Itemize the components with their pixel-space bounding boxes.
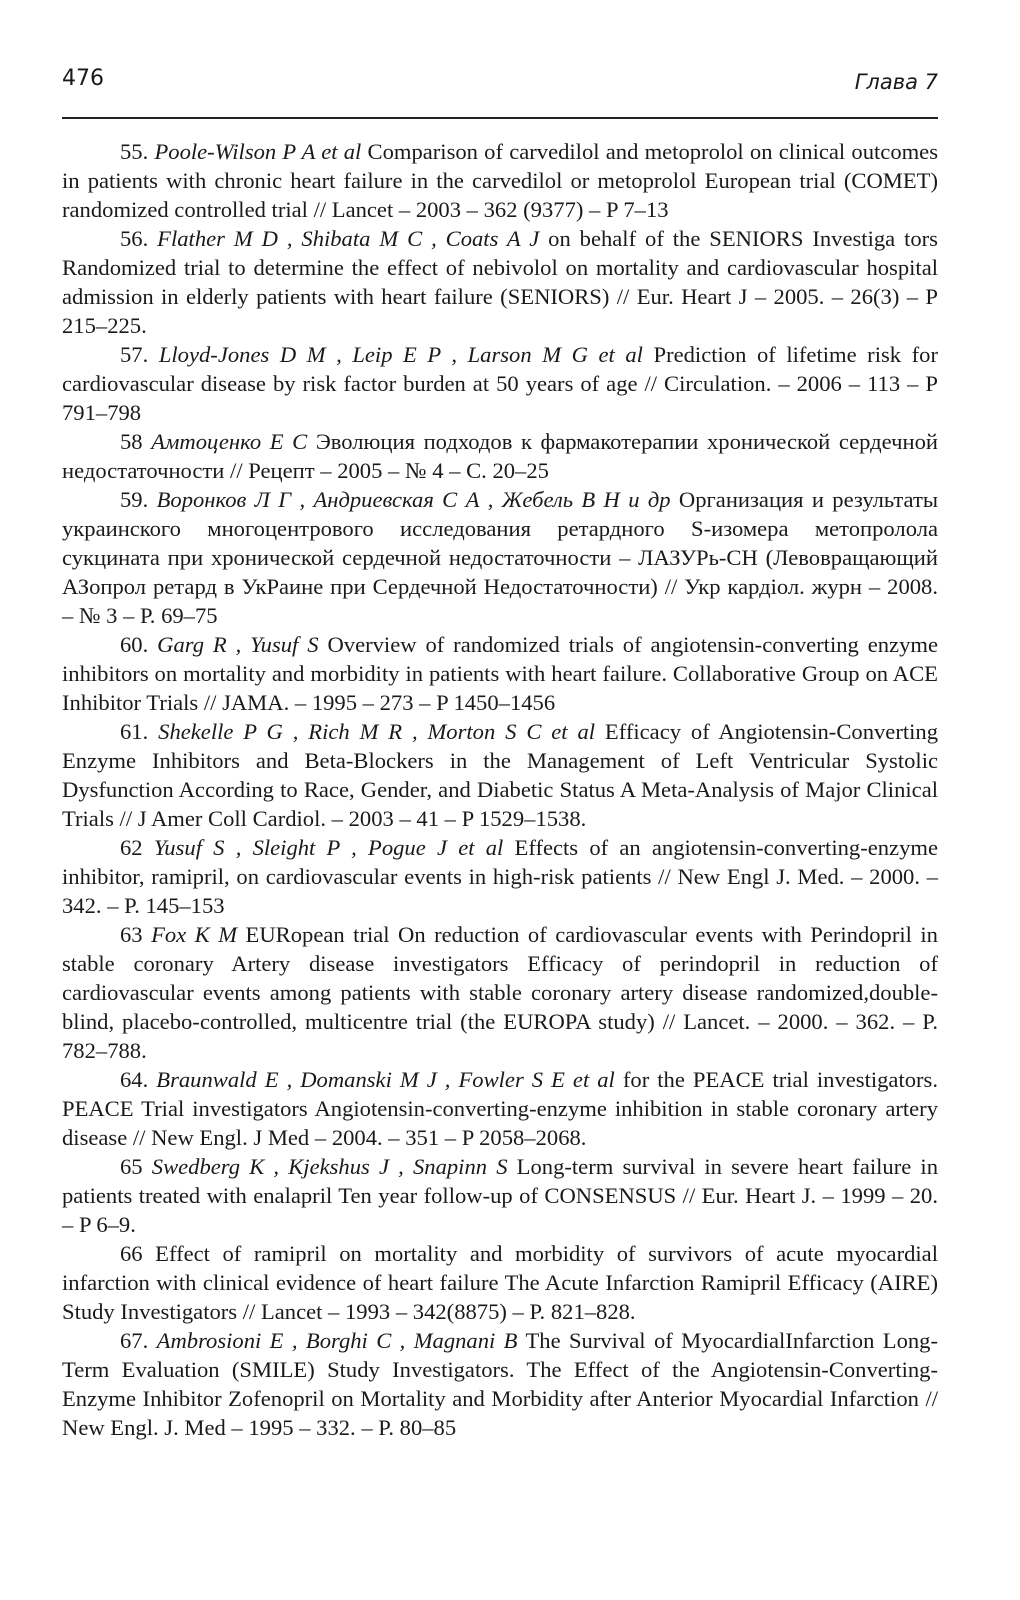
reference-number: 55. [120, 139, 149, 164]
header-rule [62, 117, 938, 119]
reference-number: 60. [120, 632, 149, 657]
reference-authors: Воронков Л Г , Андриевская С А , Жебель В Н и др [156, 487, 671, 512]
reference-number: 66 [120, 1241, 143, 1266]
reference-text: The Survival of MyocardialInfarction Long-Term Evaluation (SMILE) Study Investigators. The Effect of the Angiotensin-Converting-Enzyme Inhibitor Zofenopril on Mortality and Morbidity after Anterior Myocardial Infarction // New Engl. J. Med – 1995 – 332. – P. 80–85 [62, 1328, 938, 1440]
reference-number: 63 [120, 922, 143, 947]
reference-list [62, 137, 938, 1442]
reference-number: 65 [120, 1154, 143, 1179]
reference-item [62, 1065, 938, 1152]
reference-number: 64. [120, 1067, 149, 1092]
reference-number: 61. [120, 719, 149, 744]
reference-text: Overview of randomized trials of angiotensin-converting enzyme inhibitors on mortality and morbidity in patients with heart failure. Collaborative Group on ACE Inhibitor Trials // JAMA. – 1995 – 273 – P 1450–1456 [62, 632, 938, 715]
reference-text: EURopean trial On reduction of cardiovascular events with Perindopril in stable coronary Artery disease investigators Efficacy of perindopril in reduction of cardiovascular events among patients with stable coronary artery disease randomized,double-blind, placebo-controlled, multicentre trial (the EUROPA study) // Lancet. – 2000. – 362. – P. 782–788. [62, 922, 938, 1063]
reference-text: on behalf of the SENIORS Investiga tors Randomized trial to determine the effect of nebivolol on mortality and cardiovascular hospital admission in elderly patients with heart failure (SENIORS) // Eur. Heart J – 2005. – 26(3) – P 215–225. [62, 226, 938, 338]
page-header [62, 60, 938, 100]
reference-item [62, 1239, 938, 1326]
reference-item [62, 920, 938, 1065]
reference-text: Long-term survival in severe heart failure in patients treated with enalapril Ten year follow-up of CONSENSUS // Eur. Heart J. – 1999 – 20. – P 6–9. [62, 1154, 939, 1237]
reference-authors: Flather M D , Shibata M C , Coats A J [157, 226, 540, 251]
reference-number: 57. [120, 342, 149, 367]
chapter-label: Глава 7 [854, 70, 938, 94]
reference-text: Comparison of carvedilol and metoprolol on clinical outcomes in patients with chronic heart failure in the carvedilol or metoprolol European trial (COMET) randomized controlled trial // Lancet – 2003 – 362 (9377) – P 7–13 [62, 139, 939, 222]
reference-text: Effects of an angiotensin-converting-enzyme inhibitor, ramipril, on cardiovascular events in high-risk patients // New Engl J. Med. – 2000. – 342. – P. 145–153 [62, 835, 938, 918]
reference-text: Effect of ramipril on mortality and morbidity of survivors of acute myocardial infarction with clinical evidence of heart failure The Acute Infarction Ramipril Efficacy (AIRE) Study Investigators // Lancet – 1993 – 342(8875) – P. 821–828. [62, 1241, 938, 1324]
reference-authors: Poole-Wilson P A et al [154, 139, 362, 164]
reference-authors: Shekelle P G , Rich M R , Morton S C et al [158, 719, 596, 744]
reference-number: 56. [120, 226, 149, 251]
reference-text: for the PEACE trial investigators. PEACE Trial investigators Angiotensin-converting-enzyme inhibition in stable coronary artery disease // New Engl. J Med – 2004. – 351 – P 2058–2068. [62, 1067, 938, 1150]
reference-authors: Амтоценко Е С [151, 429, 308, 454]
reference-item [62, 833, 938, 920]
reference-authors: Ambrosioni E , Borghi C , Magnani B [156, 1328, 518, 1353]
reference-authors: Lloyd-Jones D M , Leip E P , Larson M G et al [158, 342, 643, 367]
reference-item [62, 630, 938, 717]
reference-number: 58 [120, 429, 143, 454]
reference-item [62, 137, 938, 224]
reference-authors: Garg R , Yusuf S [157, 632, 319, 657]
reference-item [62, 1326, 938, 1442]
reference-authors: Swedberg K , Kjekshus J , Snapinn S [151, 1154, 508, 1179]
reference-authors: Yusuf S , Sleight P , Pogue J et al [153, 835, 504, 860]
reference-item [62, 717, 938, 833]
reference-number: 67. [120, 1328, 149, 1353]
reference-number: 59. [120, 487, 149, 512]
page-number: 476 [62, 66, 104, 91]
reference-item [62, 1152, 938, 1239]
reference-item [62, 427, 938, 485]
reference-text: Эволюция подходов к фармакотерапии хронической сердечной недостаточности // Рецепт – 2005 – № 4 – С. 20–25 [62, 429, 938, 483]
reference-item [62, 224, 938, 340]
reference-number: 62 [120, 835, 143, 860]
reference-text: Организация и результаты украинского многоцентрового исследования ретардного S-изомера метопролола сукцината при хронической сердечной недостаточности – ЛАЗУРь-СН (Левовращающий АЗопрол ретард в УкРаине при Сердечной Недостаточности) // Укр кардіол. журн – 2008. – № 3 – Р. 69–75 [62, 487, 939, 628]
reference-authors: Braunwald E , Domanski M J , Fowler S E et al [156, 1067, 615, 1092]
reference-text: Prediction of lifetime risk for cardiovascular disease by risk factor burden at 50 years of age // Circulation. – 2006 – 113 – P 791–798 [62, 342, 938, 425]
reference-item [62, 485, 938, 630]
reference-authors: Fox K M [151, 922, 238, 947]
reference-text: Efficacy of Angiotensin-Converting Enzyme Inhibitors and Beta-Blockers in the Management of Left Ventricular Systolic Dysfunction According to Race, Gender, and Diabetic Status A Meta-Analysis of Major Clinical Trials // J Amer Coll Cardiol. – 2003 – 41 – P 1529–1538. [62, 719, 938, 831]
reference-item [62, 340, 938, 427]
